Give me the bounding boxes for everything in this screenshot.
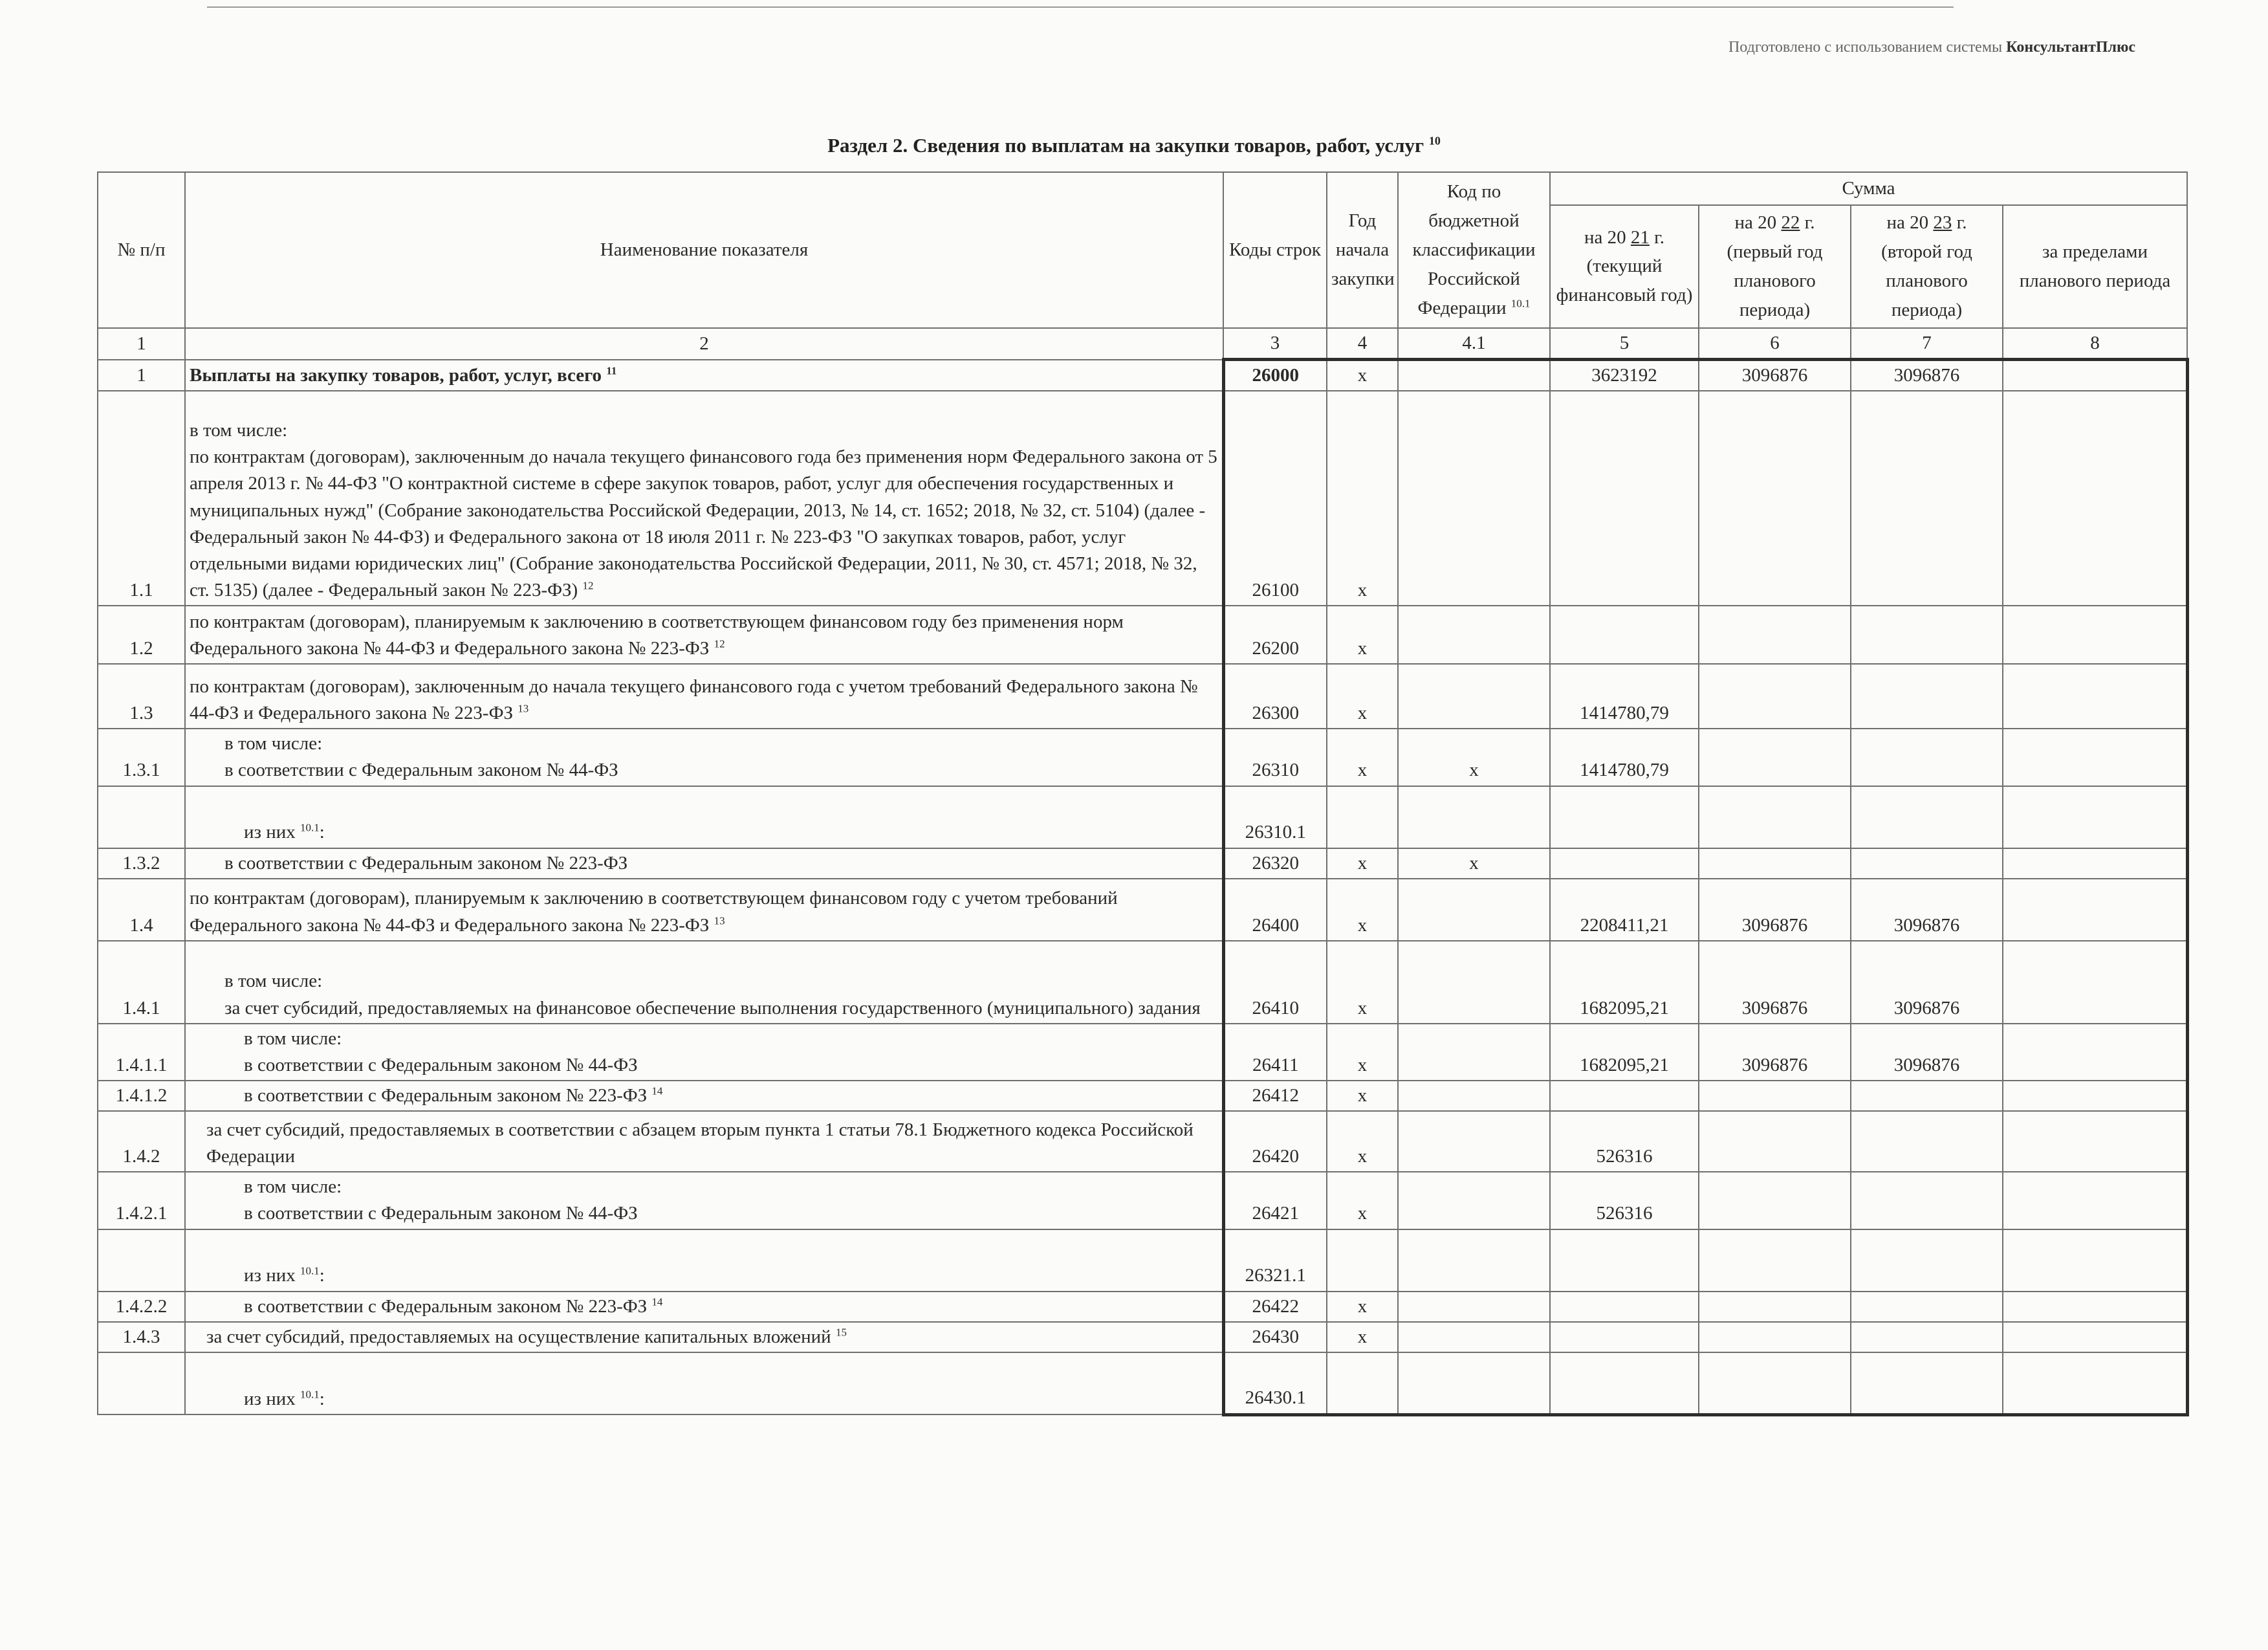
row-sum-beyond <box>2003 1322 2187 1352</box>
row-sum-2023 <box>1851 848 2003 879</box>
row-sum-2022 <box>1699 1172 1851 1229</box>
row-name <box>185 360 1223 391</box>
table-row <box>98 1292 2187 1322</box>
row-sum-beyond <box>2003 360 2187 391</box>
row-sum-2021: 3623192 <box>1550 360 1699 391</box>
row-year <box>1327 1229 1398 1292</box>
row-code: 26100 <box>1223 391 1327 606</box>
row-name-colon: : <box>319 822 325 843</box>
row-year: х <box>1327 879 1398 941</box>
row-number: 1.4.1.1 <box>98 1024 185 1081</box>
row-number <box>98 1352 185 1414</box>
table-row <box>98 664 2187 729</box>
row-code: 26411 <box>1223 1024 1327 1081</box>
row-kbk: х <box>1398 848 1550 879</box>
row-sum-beyond <box>2003 1292 2187 1322</box>
row-code: 26422 <box>1223 1292 1327 1322</box>
table-row <box>98 1229 2187 1292</box>
row-code: 26300 <box>1223 664 1327 729</box>
table-row <box>98 879 2187 941</box>
row-sum-2023: 3096876 <box>1851 879 2003 941</box>
row-sum-2022: 3096876 <box>1699 360 1851 391</box>
row-sum-2023 <box>1851 1172 2003 1229</box>
row-name-colon: : <box>319 1388 325 1409</box>
col-number-row <box>98 328 2187 360</box>
row-sum-2022 <box>1699 848 1851 879</box>
row-number: 1.4.2.1 <box>98 1172 185 1229</box>
col-header-y2-g: г. <box>1804 212 1815 234</box>
col-number: 5 <box>1550 328 1699 360</box>
table-row <box>98 941 2187 1024</box>
col-number: 2 <box>185 328 1223 360</box>
row-sum-2022: 3096876 <box>1699 1024 1851 1081</box>
col-header-y1-pre: на 20 <box>1584 226 1626 248</box>
row-year: х <box>1327 1172 1398 1229</box>
row-sum-2021 <box>1550 606 1699 664</box>
row-name-text: в соответствии с Федеральным законом № 44-ФЗ <box>244 1203 638 1224</box>
row-number: 1.1 <box>98 391 185 606</box>
col-header-y3-pre: на 20 <box>1886 212 1929 234</box>
page-edge-line <box>207 6 1954 8</box>
col-header-y3-year: 23 <box>1933 212 1952 234</box>
col-header-y3-g: г. <box>1956 212 1967 234</box>
row-code: 26420 <box>1223 1111 1327 1172</box>
row-name-text: в соответствии с Федеральным законом № 223-ФЗ <box>244 1295 648 1317</box>
row-kbk: х <box>1398 729 1550 786</box>
row-year: х <box>1327 729 1398 786</box>
row-sum-2023 <box>1851 391 2003 606</box>
row-sum-beyond <box>2003 1081 2187 1111</box>
col-number: 6 <box>1699 328 1851 360</box>
row-number: 1.4.2.2 <box>98 1292 185 1322</box>
row-sum-beyond <box>2003 848 2187 879</box>
row-number <box>98 1229 185 1292</box>
row-sum-2022 <box>1699 786 1851 848</box>
col-header-beyond: за пределами планового периода <box>2003 205 2187 328</box>
row-code: 26400 <box>1223 879 1327 941</box>
row-kbk <box>1398 1081 1550 1111</box>
row-code: 26412 <box>1223 1081 1327 1111</box>
row-sum-2021 <box>1550 391 1699 606</box>
footnote-ref: 15 <box>835 1326 847 1339</box>
row-code: 26430.1 <box>1223 1352 1327 1414</box>
row-name <box>185 1172 1223 1229</box>
row-code: 26000 <box>1223 360 1327 391</box>
row-number: 1.2 <box>98 606 185 664</box>
section-title <box>0 134 2268 157</box>
row-sum-2023 <box>1851 606 2003 664</box>
row-sum-2022 <box>1699 1229 1851 1292</box>
table-row <box>98 606 2187 664</box>
row-name-text: по контрактам (договорам), планируемым к заключению в соответствующем финансовом году с учетом требований Федерального закона № 44-ФЗ и Федерального закона № 223-ФЗ <box>190 888 1118 936</box>
row-sum-2022: 3096876 <box>1699 879 1851 941</box>
row-name <box>185 1081 1223 1111</box>
col-header-kbk-note: 10.1 <box>1510 297 1531 310</box>
row-sum-beyond <box>2003 1229 2187 1292</box>
row-year: х <box>1327 1292 1398 1322</box>
row-sum-beyond <box>2003 729 2187 786</box>
row-name-text: по контрактам (договорам), заключенным до начала текущего финансового года с учетом требований Федерального закона № 44-ФЗ и Федерального закона № 223-ФЗ <box>190 676 1198 724</box>
row-name <box>185 1229 1223 1292</box>
row-year: х <box>1327 1111 1398 1172</box>
row-name-text: из них <box>244 822 296 843</box>
col-header-num: № п/п <box>98 172 185 328</box>
table-row <box>98 1352 2187 1414</box>
col-number: 4.1 <box>1398 328 1550 360</box>
row-sum-2023: 3096876 <box>1851 360 2003 391</box>
row-kbk <box>1398 1229 1550 1292</box>
row-name-text: в соответствии с Федеральным законом № 223-ФЗ <box>224 852 628 874</box>
row-number <box>98 786 185 848</box>
table-row <box>98 1172 2187 1229</box>
footnote-ref: 11 <box>606 364 617 377</box>
col-header-y1-year: 21 <box>1630 226 1650 248</box>
col-number: 8 <box>2003 328 2187 360</box>
row-sum-2023 <box>1851 1081 2003 1111</box>
row-kbk <box>1398 606 1550 664</box>
row-kbk <box>1398 360 1550 391</box>
row-name-text: за счет субсидий, предоставляемых на финансовое обеспечение выполнения государственного (муниципального) задания <box>224 997 1201 1018</box>
row-sum-beyond <box>2003 664 2187 729</box>
row-year <box>1327 1352 1398 1414</box>
row-sum-2021 <box>1550 1292 1699 1322</box>
row-name <box>185 1352 1223 1414</box>
section-title-note: 10 <box>1428 134 1441 148</box>
footnote-ref: 12 <box>714 637 725 650</box>
row-number: 1.4.1 <box>98 941 185 1024</box>
row-name <box>185 879 1223 941</box>
row-sum-2022: 3096876 <box>1699 941 1851 1024</box>
consultant-brand: КонсультантПлюс <box>2006 39 2135 56</box>
row-name-text: за счет субсидий, предоставляемых в соответствии с абзацем вторым пункта 1 статьи 78.1 Бюджетного кодекса Российской Федерации <box>206 1119 1194 1167</box>
col-number: 7 <box>1851 328 2003 360</box>
row-year: х <box>1327 360 1398 391</box>
col-header-name: Наименование показателя <box>185 172 1223 328</box>
row-name <box>185 848 1223 879</box>
row-sum-2021: 526316 <box>1550 1111 1699 1172</box>
table-body <box>98 360 2187 1414</box>
row-sum-2023 <box>1851 1322 2003 1352</box>
row-number: 1.4.1.2 <box>98 1081 185 1111</box>
row-number: 1.3 <box>98 664 185 729</box>
row-name-prefix: в том числе: <box>224 971 323 992</box>
row-kbk <box>1398 1352 1550 1414</box>
row-sum-2023 <box>1851 1111 2003 1172</box>
table-row <box>98 391 2187 606</box>
row-year: х <box>1327 848 1398 879</box>
row-sum-2023: 3096876 <box>1851 941 2003 1024</box>
row-sum-2021 <box>1550 786 1699 848</box>
row-name <box>185 941 1223 1024</box>
col-header-y1-g: г. <box>1654 226 1665 248</box>
row-sum-2022 <box>1699 1292 1851 1322</box>
row-sum-2023: 3096876 <box>1851 1024 2003 1081</box>
row-sum-beyond <box>2003 1172 2187 1229</box>
row-sum-beyond <box>2003 1111 2187 1172</box>
row-sum-2022 <box>1699 1081 1851 1111</box>
row-sum-2023 <box>1851 786 2003 848</box>
row-sum-2021 <box>1550 1352 1699 1414</box>
col-header-year: Год начала закупки <box>1327 172 1398 328</box>
section-title-text: Раздел 2. Сведения по выплатам на закупки товаров, работ, услуг <box>827 134 1424 157</box>
row-name-prefix: в том числе: <box>244 1176 342 1198</box>
footnote-ref: 12 <box>582 579 594 592</box>
row-sum-2021: 1682095,21 <box>1550 941 1699 1024</box>
row-sum-2022 <box>1699 391 1851 606</box>
row-sum-beyond <box>2003 786 2187 848</box>
row-sum-2022 <box>1699 606 1851 664</box>
row-number: 1.3.2 <box>98 848 185 879</box>
row-code: 26321.1 <box>1223 1229 1327 1292</box>
row-number: 1.4.3 <box>98 1322 185 1352</box>
row-sum-beyond <box>2003 1024 2187 1081</box>
col-number: 3 <box>1223 328 1327 360</box>
row-year: х <box>1327 391 1398 606</box>
row-name-text: в соответствии с Федеральным законом № 44-ФЗ <box>224 760 618 781</box>
row-sum-beyond <box>2003 879 2187 941</box>
col-header-y3-sub: (второй год планового периода) <box>1881 241 1972 320</box>
table-row <box>98 1081 2187 1111</box>
row-sum-2023 <box>1851 729 2003 786</box>
row-name-colon: : <box>319 1265 325 1286</box>
row-sum-2023 <box>1851 1229 2003 1292</box>
row-sum-2021 <box>1550 848 1699 879</box>
row-sum-beyond <box>2003 606 2187 664</box>
row-name <box>185 1111 1223 1172</box>
col-header-y2 <box>1699 205 1851 328</box>
table-row <box>98 1111 2187 1172</box>
table-row <box>98 1322 2187 1352</box>
row-number: 1.4.2 <box>98 1111 185 1172</box>
row-kbk <box>1398 879 1550 941</box>
row-kbk <box>1398 664 1550 729</box>
row-name-prefix: в том числе: <box>190 420 288 441</box>
row-name-text: по контрактам (договорам), заключенным до начала текущего финансового года без применения норм Федерального закона от 5 апреля 2013 г. № 44-ФЗ "О контрактной системе в сфере закупок товаров, работ, услуг для обеспечения государственных и муниципальных нужд" (Собрание законодательства Российской Федерации, 2013, № 14, ст. 1652; 2018, № 32, ст. 5104) (далее - Федеральный закон № 44-ФЗ) и Федерального закона от 18 июля 2011 г. № 223-ФЗ "О закупках товаров, работ, услуг отдельными видами юридических лиц" (Собрание законодательства Российской Федерации, 2011, № 30, ст. 4571; 2018, № 32, ст. 5135) (далее - Федеральный закон № 223-ФЗ) <box>190 446 1217 601</box>
row-number: 1.4 <box>98 879 185 941</box>
row-code: 26320 <box>1223 848 1327 879</box>
row-sum-2022 <box>1699 1322 1851 1352</box>
table-row <box>98 1024 2187 1081</box>
col-header-y3 <box>1851 205 2003 328</box>
row-kbk <box>1398 1292 1550 1322</box>
row-year: х <box>1327 941 1398 1024</box>
row-sum-2022 <box>1699 729 1851 786</box>
row-code: 26421 <box>1223 1172 1327 1229</box>
row-sum-beyond <box>2003 941 2187 1024</box>
col-header-sum: Сумма <box>1550 172 2187 205</box>
row-year: х <box>1327 1024 1398 1081</box>
footnote-ref: 10.1 <box>300 821 320 834</box>
row-name-prefix: в том числе: <box>224 733 323 754</box>
row-name <box>185 1024 1223 1081</box>
row-code: 26200 <box>1223 606 1327 664</box>
row-name-text: Выплаты на закупку товаров, работ, услуг, всего <box>190 365 602 386</box>
col-header-kbk <box>1398 172 1550 328</box>
row-name-text: из них <box>244 1388 296 1409</box>
row-sum-2021: 1414780,79 <box>1550 729 1699 786</box>
row-name-text: в соответствии с Федеральным законом № 44-ФЗ <box>244 1054 638 1075</box>
row-sum-2021 <box>1550 1229 1699 1292</box>
row-name <box>185 664 1223 729</box>
row-sum-2023 <box>1851 1352 2003 1414</box>
row-kbk <box>1398 1111 1550 1172</box>
row-sum-2021: 526316 <box>1550 1172 1699 1229</box>
col-header-y1 <box>1550 205 1699 328</box>
row-code: 26430 <box>1223 1322 1327 1352</box>
row-kbk <box>1398 786 1550 848</box>
col-header-y2-pre: на 20 <box>1734 212 1777 234</box>
prepared-text: Подготовлено с использованием системы <box>1728 39 2007 56</box>
row-kbk <box>1398 1172 1550 1229</box>
row-sum-2022 <box>1699 664 1851 729</box>
row-name <box>185 1322 1223 1352</box>
footnote-ref: 13 <box>518 702 529 715</box>
row-kbk <box>1398 391 1550 606</box>
row-year: х <box>1327 1322 1398 1352</box>
row-kbk <box>1398 941 1550 1024</box>
row-year: х <box>1327 664 1398 729</box>
row-name <box>185 1292 1223 1322</box>
row-sum-2023 <box>1851 1292 2003 1322</box>
col-header-y2-year: 22 <box>1781 212 1800 234</box>
consultant-header <box>1728 39 2135 56</box>
table-row <box>98 848 2187 879</box>
footnote-ref: 13 <box>714 914 725 927</box>
row-kbk <box>1398 1322 1550 1352</box>
row-sum-2022 <box>1699 1352 1851 1414</box>
col-number: 4 <box>1327 328 1398 360</box>
row-sum-2021: 1414780,79 <box>1550 664 1699 729</box>
row-name <box>185 786 1223 848</box>
row-name-text: в соответствии с Федеральным законом № 223-ФЗ <box>244 1085 648 1106</box>
footnote-ref: 14 <box>651 1295 663 1308</box>
col-header-y1-sub: (текущий финансовый год) <box>1556 256 1693 306</box>
footnote-ref: 14 <box>651 1084 663 1097</box>
col-header-codes: Коды строк <box>1223 172 1327 328</box>
row-sum-2021: 1682095,21 <box>1550 1024 1699 1081</box>
row-sum-2021 <box>1550 1322 1699 1352</box>
col-header-y2-sub: (первый год планового периода) <box>1727 241 1823 320</box>
row-number: 1 <box>98 360 185 391</box>
row-sum-beyond <box>2003 1352 2187 1414</box>
row-code: 26310 <box>1223 729 1327 786</box>
row-year: х <box>1327 606 1398 664</box>
footnote-ref: 10.1 <box>300 1264 320 1277</box>
row-name-text: из них <box>244 1265 296 1286</box>
row-sum-2022 <box>1699 1111 1851 1172</box>
payments-table <box>97 171 2189 1416</box>
row-name <box>185 606 1223 664</box>
row-year <box>1327 786 1398 848</box>
row-name <box>185 729 1223 786</box>
col-header-kbk-text: Код по бюджетной классификации Российской Федерации <box>1412 181 1536 318</box>
row-name <box>185 391 1223 606</box>
row-kbk <box>1398 1024 1550 1081</box>
row-name-text: по контрактам (договорам), планируемым к заключению в соответствующем финансовом году без применения норм Федерального закона № 44-ФЗ и Федерального закона № 223-ФЗ <box>190 611 1124 659</box>
col-number: 1 <box>98 328 185 360</box>
row-sum-beyond <box>2003 391 2187 606</box>
footnote-ref: 10.1 <box>300 1388 320 1401</box>
row-sum-2021: 2208411,21 <box>1550 879 1699 941</box>
row-number: 1.3.1 <box>98 729 185 786</box>
row-code: 26310.1 <box>1223 786 1327 848</box>
row-year: х <box>1327 1081 1398 1111</box>
table-row <box>98 786 2187 848</box>
row-sum-2023 <box>1851 664 2003 729</box>
row-name-prefix: в том числе: <box>244 1028 342 1049</box>
table-row <box>98 729 2187 786</box>
row-name-text: за счет субсидий, предоставляемых на осуществление капитальных вложений <box>206 1326 831 1347</box>
row-sum-2021 <box>1550 1081 1699 1111</box>
table-row <box>98 360 2187 391</box>
row-code: 26410 <box>1223 941 1327 1024</box>
